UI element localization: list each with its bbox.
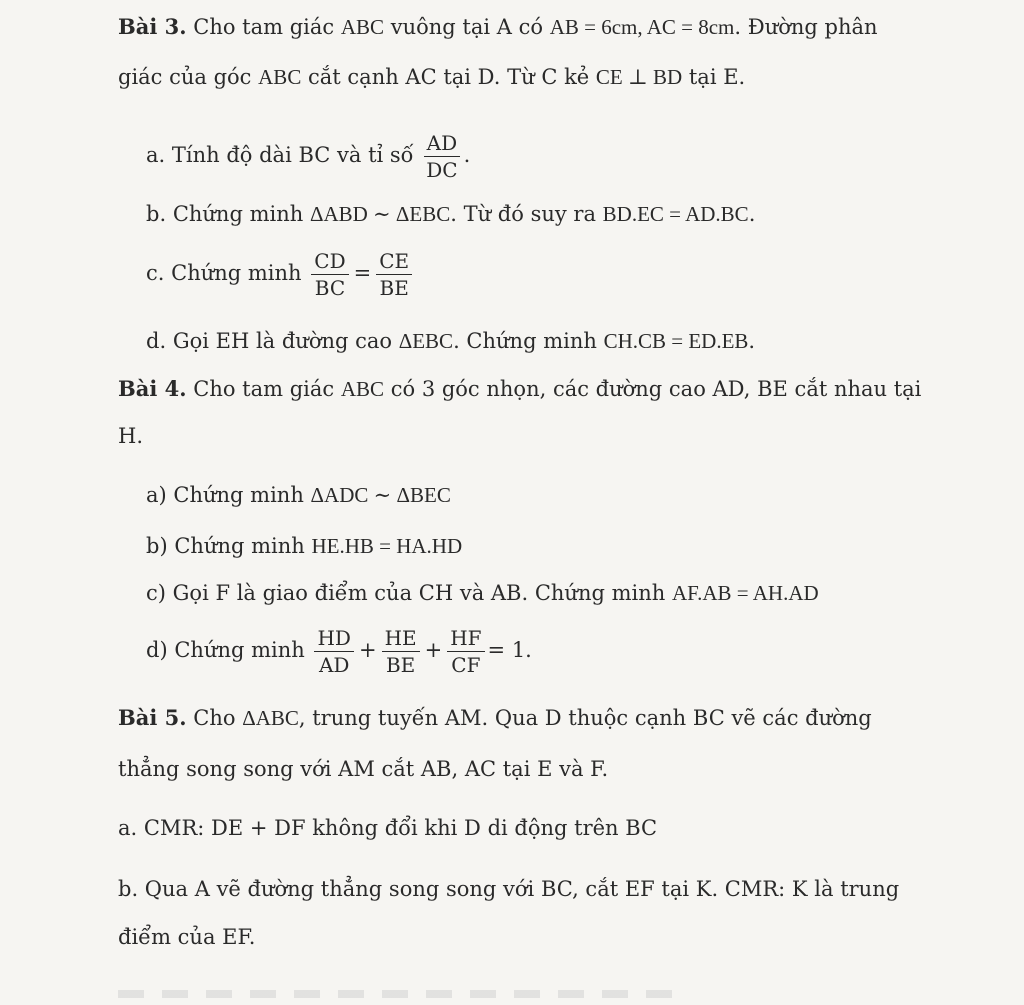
bai3-item-c: c. Chứng minh $\frac{CD}{BC}$ = $\frac{CE}{BE}$ xyxy=(146,251,415,298)
perpendicular-expr: CE ⊥ BD xyxy=(595,65,683,89)
fraction-hf-cf: $\frac{HF}{CF}$ xyxy=(447,628,484,675)
similarity-expr: ΔABD ∼ ΔEBC xyxy=(309,202,451,226)
bai5-item-b-line2: điểm của EF. xyxy=(118,925,256,949)
bai4-item-d: d) Chứng minh $\frac{HD}{AD}$ + $\frac{HE}{BE}$ + $\frac{HF}{CF}$ = 1. xyxy=(146,626,532,677)
equation-expr: AF.AB = AH.AD xyxy=(671,581,819,605)
equation-expr: BD.EC = AD.BC xyxy=(602,202,749,226)
fraction-ad-dc: $\frac{AD}{DC}$ xyxy=(423,133,460,180)
bai3-line2: giác của góc ABC cắt cạnh AC tại D. Từ C kẻ CE ⊥ BD tại E. xyxy=(118,65,746,89)
bai4-item-a: a) Chứng minh ΔADC ∼ ΔBEC xyxy=(146,483,451,507)
bai5-label: Bài 5. xyxy=(118,705,187,730)
cut-off-text-line xyxy=(118,990,678,998)
bai3-item-a: a. Tính độ dài BC và tỉ số $\frac{AD}{DC}$ . xyxy=(146,131,471,182)
fraction-ce-be: $\frac{CE}{BE}$ xyxy=(376,251,412,298)
bai3-item-b: b. Chứng minh ΔABD ∼ ΔEBC. Từ đó suy ra BD.EC = AD.BC. xyxy=(146,202,756,226)
bai3-item-d: d. Gọi EH là đường cao ΔEBC. Chứng minh CH.CB = ED.EB. xyxy=(146,329,756,353)
bai3-label: Bài 3. xyxy=(118,14,187,39)
equation-expr: CH.CB = ED.EB xyxy=(603,329,749,353)
bai4-item-b: b) Chứng minh HE.HB = HA.HD xyxy=(146,534,463,558)
bai3-line1: Bài 3. Cho tam giác ABC vuông tại A có AB = 6cm, AC = 8cm. Đường phân xyxy=(118,14,878,39)
bai5-line1: Bài 5. Cho ΔABC, trung tuyến AM. Qua D thuộc cạnh BC vẽ các đường xyxy=(118,705,872,730)
equation-expr: HE.HB = HA.HD xyxy=(311,534,463,558)
bai5-line2: thẳng song song với AM cắt AB, AC tại E và F. xyxy=(118,757,609,781)
bai5-item-b-line1: b. Qua A vẽ đường thẳng song song với BC, cắt EF tại K. CMR: K là trung xyxy=(118,877,900,901)
bai3-lengths: AB = 6cm, AC = 8cm xyxy=(549,15,735,39)
bai4-line2: H. xyxy=(118,424,143,448)
fraction-cd-bc: $\frac{CD}{BC}$ xyxy=(311,251,348,298)
fraction-he-be: $\frac{HE}{BE}$ xyxy=(382,628,420,675)
fraction-hd-ad: $\frac{HD}{AD}$ xyxy=(314,628,353,675)
bai4-item-c: c) Gọi F là giao điểm của CH và AB. Chứng minh AF.AB = AH.AD xyxy=(146,581,819,605)
similarity-expr: ΔADC ∼ ΔBEC xyxy=(310,483,451,507)
bai5-item-a: a. CMR: DE + DF không đổi khi D di động trên BC xyxy=(118,816,658,840)
bai4-line1: Bài 4. Cho tam giác ABC có 3 góc nhọn, các đường cao AD, BE cắt nhau tại xyxy=(118,376,922,401)
bai4-label: Bài 4. xyxy=(118,376,187,401)
